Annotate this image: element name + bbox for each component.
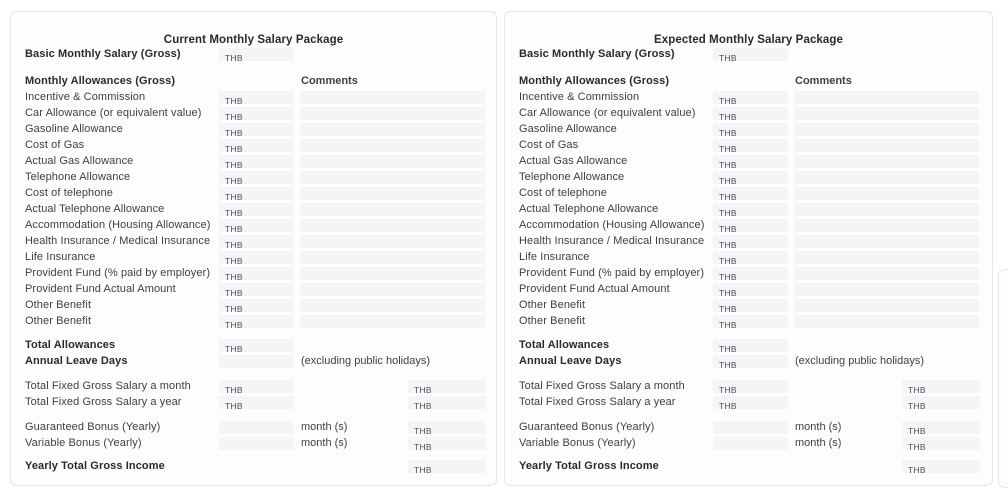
allowance-comment-input[interactable] <box>300 139 485 152</box>
allowance-comment-input[interactable] <box>300 267 485 280</box>
allowance-comment-input[interactable] <box>794 187 979 200</box>
total-allowances-input[interactable] <box>219 339 294 352</box>
basic-salary-input[interactable] <box>219 48 294 61</box>
variable-bonus-months-input[interactable] <box>713 437 788 450</box>
total-fixed-month-label: Total Fixed Gross Salary a month <box>519 380 685 392</box>
allowance-row-label: Cost of Gas <box>25 139 85 151</box>
allowance-comment-input[interactable] <box>300 219 485 232</box>
currency-prefix: THB <box>719 287 737 298</box>
months-suffix: month (s) <box>301 421 348 433</box>
allowance-amount-input[interactable] <box>219 187 294 200</box>
total-fixed-month-input[interactable] <box>713 380 788 393</box>
allowance-row <box>505 185 992 201</box>
expected-salary-panel <box>504 11 993 486</box>
allowance-amount-input[interactable] <box>219 299 294 312</box>
currency-prefix: THB <box>225 207 243 218</box>
allowance-amount-input[interactable] <box>713 219 788 232</box>
currency-prefix: THB <box>719 143 737 154</box>
total-fixed-month-total-input[interactable] <box>408 380 486 393</box>
guaranteed-bonus-row <box>11 419 496 435</box>
variable-bonus-row <box>505 435 992 451</box>
currency-prefix: THB <box>414 400 432 411</box>
panel-title: Expected Monthly Salary Package <box>653 33 844 46</box>
total-allowances-row <box>11 337 496 353</box>
yearly-total-row <box>505 458 992 474</box>
allowance-row-label: Actual Gas Allowance <box>25 155 134 167</box>
currency-prefix: THB <box>719 239 737 250</box>
current-salary-panel <box>10 11 497 486</box>
allowance-row <box>11 137 496 153</box>
allowance-row-label: Cost of telephone <box>25 187 113 199</box>
allowance-row-label: Health Insurance / Medical Insurance <box>25 235 211 247</box>
allowance-row <box>505 313 992 329</box>
guaranteed-bonus-months-input[interactable] <box>219 421 294 434</box>
allowance-row-label: Car Allowance (or equivalent value) <box>25 107 202 119</box>
allowance-comment-input[interactable] <box>794 219 979 232</box>
variable-bonus-label: Variable Bonus (Yearly) <box>519 437 636 449</box>
currency-prefix: THB <box>225 271 243 282</box>
partial-panel-edge <box>998 269 1008 488</box>
allowance-row-label: Other Benefit <box>519 315 586 327</box>
total-fixed-month-label: Total Fixed Gross Salary a month <box>25 380 191 392</box>
guaranteed-bonus-row <box>505 419 992 435</box>
allowances-header-row <box>11 73 496 89</box>
allowance-row-label: Incentive & Commission <box>25 91 146 103</box>
annual-leave-note: (excluding public holidays) <box>301 355 431 367</box>
basic-salary-input[interactable] <box>713 48 788 61</box>
allowance-comment-input[interactable] <box>794 123 979 136</box>
allowance-row <box>505 281 992 297</box>
basic-salary-row <box>505 46 992 62</box>
allowance-comment-input[interactable] <box>794 139 979 152</box>
allowance-row-label: Telephone Allowance <box>25 171 131 183</box>
currency-prefix: THB <box>908 464 926 475</box>
currency-prefix: THB <box>225 303 243 314</box>
allowance-amount-input[interactable] <box>713 139 788 152</box>
total-fixed-year-label: Total Fixed Gross Salary a year <box>519 396 676 408</box>
currency-prefix: THB <box>719 111 737 122</box>
allowance-amount-input[interactable] <box>219 155 294 168</box>
total-fixed-month-total-input[interactable] <box>902 380 980 393</box>
allowance-row <box>11 201 496 217</box>
currency-prefix: THB <box>225 127 243 138</box>
guaranteed-bonus-label: Guaranteed Bonus (Yearly) <box>519 421 655 433</box>
allowance-comment-input[interactable] <box>794 171 979 184</box>
annual-leave-label: Annual Leave Days <box>519 355 622 367</box>
currency-prefix: THB <box>908 441 926 452</box>
allowance-comment-input[interactable] <box>300 107 485 120</box>
allowance-row <box>11 153 496 169</box>
allowance-row <box>505 265 992 281</box>
allowance-comment-input[interactable] <box>300 299 485 312</box>
allowance-comment-input[interactable] <box>794 267 979 280</box>
annual-leave-note: (excluding public holidays) <box>795 355 925 367</box>
allowance-amount-input[interactable] <box>713 187 788 200</box>
currency-prefix: THB <box>719 400 737 411</box>
panel-title: Current Monthly Salary Package <box>163 33 344 46</box>
currency-prefix: THB <box>719 384 737 395</box>
allowance-row <box>11 249 496 265</box>
currency-prefix: THB <box>225 52 243 63</box>
allowance-row <box>505 233 992 249</box>
allowance-row <box>11 281 496 297</box>
currency-prefix: THB <box>225 343 243 354</box>
allowance-comment-input[interactable] <box>300 283 485 296</box>
allowance-comment-input[interactable] <box>794 203 979 216</box>
allowance-comment-input[interactable] <box>794 315 979 328</box>
allowance-row <box>11 217 496 233</box>
guaranteed-bonus-amount-input[interactable] <box>902 421 980 434</box>
allowance-row <box>505 201 992 217</box>
currency-prefix: THB <box>225 287 243 298</box>
allowance-comment-input[interactable] <box>300 251 485 264</box>
variable-bonus-amount-input[interactable] <box>902 437 980 450</box>
allowance-amount-input[interactable] <box>713 91 788 104</box>
currency-prefix: THB <box>719 127 737 138</box>
yearly-total-input[interactable] <box>902 460 980 473</box>
currency-prefix: THB <box>225 159 243 170</box>
currency-prefix: THB <box>225 223 243 234</box>
allowance-row <box>505 169 992 185</box>
allowance-row-label: Car Allowance (or equivalent value) <box>519 107 696 119</box>
allowance-comment-input[interactable] <box>794 283 979 296</box>
allowance-amount-input[interactable] <box>713 267 788 280</box>
months-suffix: month (s) <box>301 437 348 449</box>
yearly-total-row <box>11 458 496 474</box>
total-allowances-label: Total Allowances <box>519 339 610 351</box>
guaranteed-bonus-amount-input[interactable] <box>408 421 486 434</box>
currency-prefix: THB <box>719 207 737 218</box>
currency-prefix: THB <box>225 239 243 250</box>
allowance-comment-input[interactable] <box>300 203 485 216</box>
allowance-row <box>505 249 992 265</box>
currency-prefix: THB <box>414 425 432 436</box>
allowance-row-label: Provident Fund Actual Amount <box>519 283 670 295</box>
variable-bonus-row <box>11 435 496 451</box>
total-fixed-year-input[interactable] <box>713 396 788 409</box>
allowance-amount-input[interactable] <box>219 123 294 136</box>
allowance-row-label: Other Benefit <box>25 299 92 311</box>
currency-prefix: THB <box>719 95 737 106</box>
allowance-rows <box>505 89 992 329</box>
allowance-comment-input[interactable] <box>794 91 979 104</box>
allowance-row <box>505 137 992 153</box>
allowance-row-label: Provident Fund (% paid by employer) <box>519 267 705 279</box>
total-fixed-month-row <box>505 378 992 394</box>
allowance-row <box>505 217 992 233</box>
total-fixed-year-total-input[interactable] <box>408 396 486 409</box>
allowance-row-label: Health Insurance / Medical Insurance <box>519 235 705 247</box>
variable-bonus-months-input[interactable] <box>219 437 294 450</box>
yearly-total-label: Yearly Total Gross Income <box>25 460 165 472</box>
allowance-row-label: Incentive & Commission <box>519 91 640 103</box>
currency-prefix: THB <box>225 384 243 395</box>
annual-leave-row <box>505 353 992 369</box>
allowance-row-label: Actual Gas Allowance <box>519 155 628 167</box>
allowance-row-label: Accommodation (Housing Allowance) <box>25 219 211 231</box>
allowance-row <box>11 313 496 329</box>
months-suffix: month (s) <box>795 437 842 449</box>
currency-prefix: THB <box>719 303 737 314</box>
total-fixed-year-total-input[interactable] <box>902 396 980 409</box>
allowance-row-label: Telephone Allowance <box>519 171 625 183</box>
allowance-row-label: Provident Fund Actual Amount <box>25 283 176 295</box>
currency-prefix: THB <box>908 425 926 436</box>
allowance-amount-input[interactable] <box>219 203 294 216</box>
variable-bonus-amount-input[interactable] <box>408 437 486 450</box>
allowance-row <box>11 233 496 249</box>
currency-prefix: THB <box>719 223 737 234</box>
guaranteed-bonus-months-input[interactable] <box>713 421 788 434</box>
basic-salary-label: Basic Monthly Salary (Gross) <box>25 48 181 60</box>
currency-prefix: THB <box>719 255 737 266</box>
allowance-amount-input[interactable] <box>219 235 294 248</box>
basic-salary-row <box>11 46 496 62</box>
guaranteed-bonus-label: Guaranteed Bonus (Yearly) <box>25 421 161 433</box>
allowance-amount-input[interactable] <box>219 107 294 120</box>
allowance-row <box>11 169 496 185</box>
allowance-row <box>505 153 992 169</box>
currency-prefix: THB <box>719 52 737 63</box>
allowance-comment-input[interactable] <box>794 235 979 248</box>
allowance-row <box>11 297 496 313</box>
allowance-row <box>505 297 992 313</box>
allowance-rows <box>11 89 496 329</box>
currency-prefix: THB <box>719 271 737 282</box>
allowance-comment-input[interactable] <box>794 251 979 264</box>
annual-leave-label: Annual Leave Days <box>25 355 128 367</box>
allowance-row <box>11 121 496 137</box>
annual-leave-days-input[interactable] <box>713 355 788 368</box>
allowance-row-label: Actual Telephone Allowance <box>25 203 165 215</box>
currency-prefix: THB <box>719 191 737 202</box>
currency-prefix: THB <box>225 111 243 122</box>
currency-prefix: THB <box>225 319 243 330</box>
allowance-amount-input[interactable] <box>219 139 294 152</box>
comments-header: Comments <box>301 75 358 87</box>
currency-prefix: THB <box>225 191 243 202</box>
allowance-row <box>11 265 496 281</box>
allowance-comment-input[interactable] <box>300 123 485 136</box>
allowance-amount-input[interactable] <box>219 251 294 264</box>
total-allowances-input[interactable] <box>713 339 788 352</box>
annual-leave-row <box>11 353 496 369</box>
currency-prefix: THB <box>225 255 243 266</box>
total-allowances-label: Total Allowances <box>25 339 116 351</box>
variable-bonus-label: Variable Bonus (Yearly) <box>25 437 142 449</box>
comments-header: Comments <box>795 75 852 87</box>
allowance-amount-input[interactable] <box>713 235 788 248</box>
total-fixed-year-label: Total Fixed Gross Salary a year <box>25 396 182 408</box>
allowance-amount-input[interactable] <box>713 107 788 120</box>
currency-prefix: THB <box>908 400 926 411</box>
allowance-row <box>505 121 992 137</box>
yearly-total-input[interactable] <box>408 460 486 473</box>
allowance-amount-input[interactable] <box>219 219 294 232</box>
allowance-comment-input[interactable] <box>300 91 485 104</box>
allowance-row-label: Gasoline Allowance <box>25 123 123 135</box>
allowance-row <box>505 89 992 105</box>
basic-salary-label: Basic Monthly Salary (Gross) <box>519 48 675 60</box>
allowance-comment-input[interactable] <box>794 155 979 168</box>
allowance-comment-input[interactable] <box>794 299 979 312</box>
allowance-amount-input[interactable] <box>219 267 294 280</box>
allowances-header: Monthly Allowances (Gross) <box>519 75 670 87</box>
allowances-header-row <box>505 73 992 89</box>
currency-prefix: THB <box>225 175 243 186</box>
currency-prefix: THB <box>225 143 243 154</box>
allowance-row-label: Provident Fund (% paid by employer) <box>25 267 211 279</box>
months-suffix: month (s) <box>795 421 842 433</box>
total-fixed-year-row <box>11 394 496 410</box>
currency-prefix: THB <box>719 319 737 330</box>
allowance-comment-input[interactable] <box>300 171 485 184</box>
allowance-row-label: Cost of Gas <box>519 139 579 151</box>
currency-prefix: THB <box>719 159 737 170</box>
allowance-amount-input[interactable] <box>219 315 294 328</box>
allowance-amount-input[interactable] <box>713 283 788 296</box>
currency-prefix: THB <box>225 95 243 106</box>
allowance-comment-input[interactable] <box>300 187 485 200</box>
allowance-amount-input[interactable] <box>219 91 294 104</box>
annual-leave-days-input[interactable] <box>219 355 294 368</box>
allowance-comment-input[interactable] <box>794 107 979 120</box>
allowance-comment-input[interactable] <box>300 235 485 248</box>
currency-prefix: THB <box>719 175 737 186</box>
currency-prefix: THB <box>414 464 432 475</box>
allowance-amount-input[interactable] <box>713 123 788 136</box>
currency-prefix: THB <box>414 441 432 452</box>
total-fixed-year-input[interactable] <box>219 396 294 409</box>
allowances-header: Monthly Allowances (Gross) <box>25 75 176 87</box>
allowance-row <box>11 105 496 121</box>
currency-prefix: THB <box>414 384 432 395</box>
total-fixed-month-input[interactable] <box>219 380 294 393</box>
allowance-row-label: Other Benefit <box>519 299 586 311</box>
allowance-row <box>11 185 496 201</box>
allowance-row-label: Gasoline Allowance <box>519 123 617 135</box>
allowance-amount-input[interactable] <box>713 171 788 184</box>
allowance-amount-input[interactable] <box>713 203 788 216</box>
allowance-amount-input[interactable] <box>219 283 294 296</box>
total-fixed-month-row <box>11 378 496 394</box>
currency-prefix: THB <box>719 343 737 354</box>
allowance-comment-input[interactable] <box>300 315 485 328</box>
allowance-amount-input[interactable] <box>713 155 788 168</box>
allowance-amount-input[interactable] <box>713 251 788 264</box>
allowance-amount-input[interactable] <box>713 315 788 328</box>
allowance-row-label: Actual Telephone Allowance <box>519 203 659 215</box>
allowance-comment-input[interactable] <box>300 155 485 168</box>
allowance-row <box>11 89 496 105</box>
allowance-row-label: Other Benefit <box>25 315 92 327</box>
currency-prefix: THB <box>719 359 737 370</box>
allowance-row-label: Life Insurance <box>519 251 590 263</box>
allowance-amount-input[interactable] <box>219 171 294 184</box>
allowance-row-label: Life Insurance <box>25 251 96 263</box>
currency-prefix: THB <box>225 400 243 411</box>
allowance-row-label: Accommodation (Housing Allowance) <box>519 219 705 231</box>
total-allowances-row <box>505 337 992 353</box>
allowance-row-label: Cost of telephone <box>519 187 607 199</box>
allowance-row <box>505 105 992 121</box>
currency-prefix: THB <box>908 384 926 395</box>
total-fixed-year-row <box>505 394 992 410</box>
allowance-amount-input[interactable] <box>713 299 788 312</box>
yearly-total-label: Yearly Total Gross Income <box>519 460 659 472</box>
